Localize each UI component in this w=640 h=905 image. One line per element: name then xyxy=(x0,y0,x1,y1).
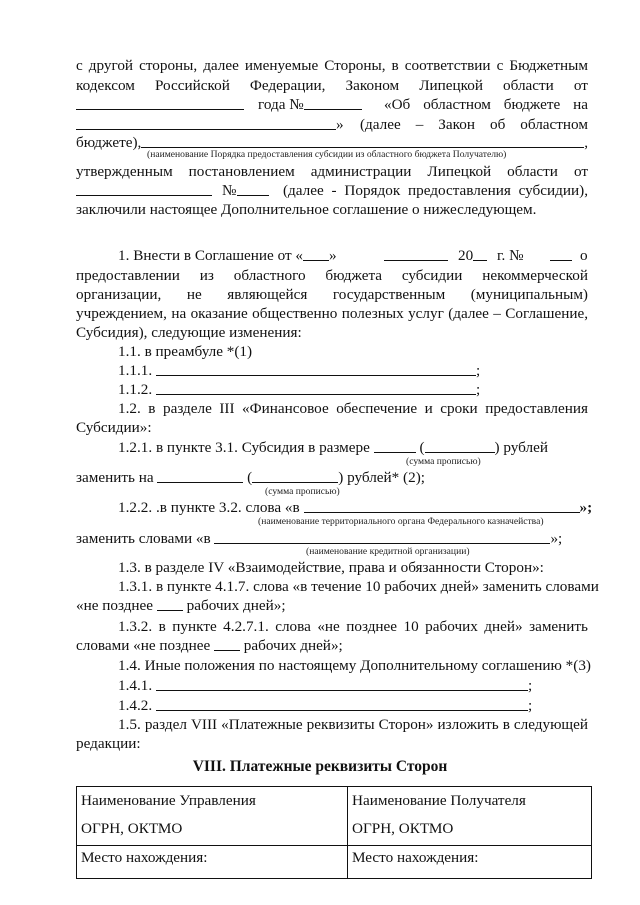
preamble-line-7 xyxy=(76,181,212,200)
item-1-1-2 xyxy=(118,380,480,399)
text: Субсидии»: xyxy=(76,419,152,436)
item-1-2-2 xyxy=(118,498,592,517)
item1-line-5: Субсидия), следующие изменения: xyxy=(76,324,302,341)
text xyxy=(360,115,588,134)
right-location: Место нахождения: xyxy=(352,849,479,866)
right-cell xyxy=(348,787,592,846)
text: Закон xyxy=(438,116,475,133)
text: словами «не позднее xyxy=(76,637,211,654)
text: 1.4.1. xyxy=(118,677,153,694)
text: «Об областном бюджете на xyxy=(384,96,588,113)
blank-line xyxy=(156,381,476,395)
left-cell xyxy=(77,846,348,879)
text: Липецкой xyxy=(419,77,483,94)
text: об xyxy=(489,116,506,133)
item-1-4-1 xyxy=(118,676,532,695)
text: ) рублей xyxy=(494,439,548,456)
item1-line-4: учреждением, на оказание общественно полезных услуг (далее – Соглашение, xyxy=(76,305,588,322)
blank-month xyxy=(384,246,448,265)
text xyxy=(76,596,286,615)
text: № xyxy=(222,182,237,199)
text xyxy=(458,246,487,265)
text: области xyxy=(503,77,554,94)
blank-line xyxy=(156,362,476,376)
text xyxy=(222,181,269,200)
blank-line xyxy=(156,677,528,691)
text: 1.2.2. .в пункте 3.2. слова «в xyxy=(118,499,300,516)
right-cell xyxy=(348,846,592,879)
blank-days xyxy=(157,597,183,611)
preamble-line-3 xyxy=(76,95,244,114)
caption: (наименование кредитной организации) xyxy=(306,546,470,557)
blank-date xyxy=(76,182,212,196)
blank-line xyxy=(156,697,528,711)
blank-days xyxy=(214,637,240,651)
item1-line-3: организации, не являющейся государственным (муниципальным) xyxy=(76,286,588,303)
preamble-line-2 xyxy=(76,76,588,95)
caption: (сумма прописью) xyxy=(406,456,481,467)
blank-law-name xyxy=(76,116,336,130)
blank-treasury xyxy=(304,499,580,513)
text: от xyxy=(573,163,588,180)
item1-line-2: предоставлении из областного бюджета субсидии некоммерческой xyxy=(76,267,588,284)
text: от xyxy=(573,77,588,94)
preamble-line-4 xyxy=(76,115,344,134)
text: »; xyxy=(579,499,593,516)
text: ; xyxy=(475,381,481,398)
text: 1.4.2. xyxy=(118,697,153,714)
text: рабочих дней»; xyxy=(186,597,286,614)
text: » xyxy=(336,116,344,133)
text: области xyxy=(507,163,558,180)
item-1-5: 1.5. раздел VIII «Платежные реквизиты Сторон» изложить в следующей xyxy=(118,716,588,733)
item-1-1-1 xyxy=(118,361,480,380)
table-row xyxy=(77,846,592,879)
blank-procedure-name xyxy=(141,134,584,148)
preamble-line-6 xyxy=(76,162,588,181)
text: «не позднее xyxy=(76,597,154,614)
text: областном xyxy=(520,116,588,133)
item-1-3-2: 1.3.2. в пункте 4.2.7.1. слова «не позднее 10 рабочих дней» заменить xyxy=(118,618,588,635)
text: ; xyxy=(527,697,533,714)
text: , xyxy=(584,134,589,151)
table-row xyxy=(77,787,592,846)
text: ( xyxy=(419,439,425,456)
text: ( xyxy=(247,469,253,486)
blank-amount-words xyxy=(252,469,338,483)
text: заменить словами «в xyxy=(76,530,211,547)
text: 1.1.1. xyxy=(118,362,153,379)
item-1-4: 1.4. Иные положения по настоящему Дополнительному соглашению *(3) xyxy=(118,657,591,674)
text: »; xyxy=(550,530,563,547)
text: Федерации, xyxy=(249,77,326,94)
text xyxy=(76,636,343,655)
blank-number-line xyxy=(550,247,572,261)
text xyxy=(258,95,362,114)
blank-bank xyxy=(214,530,550,544)
left-name: Наименование Управления xyxy=(81,792,256,809)
text: кодексом xyxy=(76,77,135,94)
text: утвержденным xyxy=(76,163,173,180)
blank-number xyxy=(550,246,572,265)
text: о xyxy=(580,247,588,264)
caption: (наименование территориального органа Федерального казначейства) xyxy=(258,516,544,527)
item-1-4-2 xyxy=(118,696,532,715)
text: ; xyxy=(527,677,533,694)
text: » xyxy=(329,247,337,264)
blank-date xyxy=(76,96,244,110)
item-1-1: 1.1. в преамбуле *(1) xyxy=(118,343,253,360)
text: 20 xyxy=(458,247,474,264)
text: заменить на xyxy=(76,469,154,486)
right-ogrn: ОГРН, ОКТМО xyxy=(352,820,454,837)
item-1-3-1: 1.3.1. в пункте 4.1.7. слова «в течение 10 рабочих дней» заменить словами xyxy=(118,578,599,595)
item-1-2: 1.2. в разделе III «Финансовое обеспечение и сроки предоставления xyxy=(118,400,588,417)
text: ; xyxy=(475,362,481,379)
blank-amount xyxy=(374,439,416,453)
caption: (наименование Порядка предоставления субсидии из областного бюджета Получателю) xyxy=(147,149,507,160)
blank-month-line xyxy=(384,247,448,261)
text: рабочих дней»; xyxy=(243,637,343,654)
blank-amount-words xyxy=(425,439,495,453)
text: (далее - Порядок предоставления субсидии), xyxy=(283,182,588,199)
caption: (сумма прописью) xyxy=(265,486,340,497)
item1-line-1 xyxy=(118,246,337,265)
blank-day xyxy=(303,247,329,261)
preamble-line-1: с другой стороны, далее именуемые Стороны, в соответствии с Бюджетным xyxy=(76,57,588,74)
text: ) рублей* (2); xyxy=(338,469,425,486)
text: 1.1.2. xyxy=(118,381,153,398)
blank-number xyxy=(237,182,269,196)
text: года № xyxy=(258,96,304,113)
text: администрации xyxy=(310,163,412,180)
text: Законом xyxy=(345,77,400,94)
text: (далее xyxy=(360,116,401,133)
requisites-table xyxy=(76,786,592,879)
text: редакции: xyxy=(76,735,141,752)
blank-year xyxy=(473,247,487,261)
left-location: Место нахождения: xyxy=(81,849,208,866)
left-cell xyxy=(77,787,348,846)
text: Липецкой xyxy=(427,163,492,180)
text xyxy=(497,246,524,265)
preamble-line-8: заключили настоящее Дополнительное соглашение о нижеследующем. xyxy=(76,201,537,218)
text: – xyxy=(415,116,424,133)
blank-amount xyxy=(157,469,243,483)
text: г. № xyxy=(497,247,524,264)
blank-number xyxy=(304,96,362,110)
text: 1. Внести в Соглашение от « xyxy=(118,247,303,264)
replace-amount xyxy=(76,468,425,487)
text: 1.2.1. в пункте 3.1. Субсидия в размере xyxy=(118,439,370,456)
text: бюджете), xyxy=(76,134,142,151)
item-1-2-1 xyxy=(118,438,548,457)
text: постановлением xyxy=(188,163,295,180)
item-1-3: 1.3. в разделе IV «Взаимодействие, права и обязанности Сторон»: xyxy=(118,559,544,576)
text: Российской xyxy=(154,77,230,94)
section-title: VIII. Платежные реквизиты Сторон xyxy=(192,758,448,775)
right-name: Наименование Получателя xyxy=(352,792,526,809)
left-ogrn: ОГРН, ОКТМО xyxy=(81,820,183,837)
